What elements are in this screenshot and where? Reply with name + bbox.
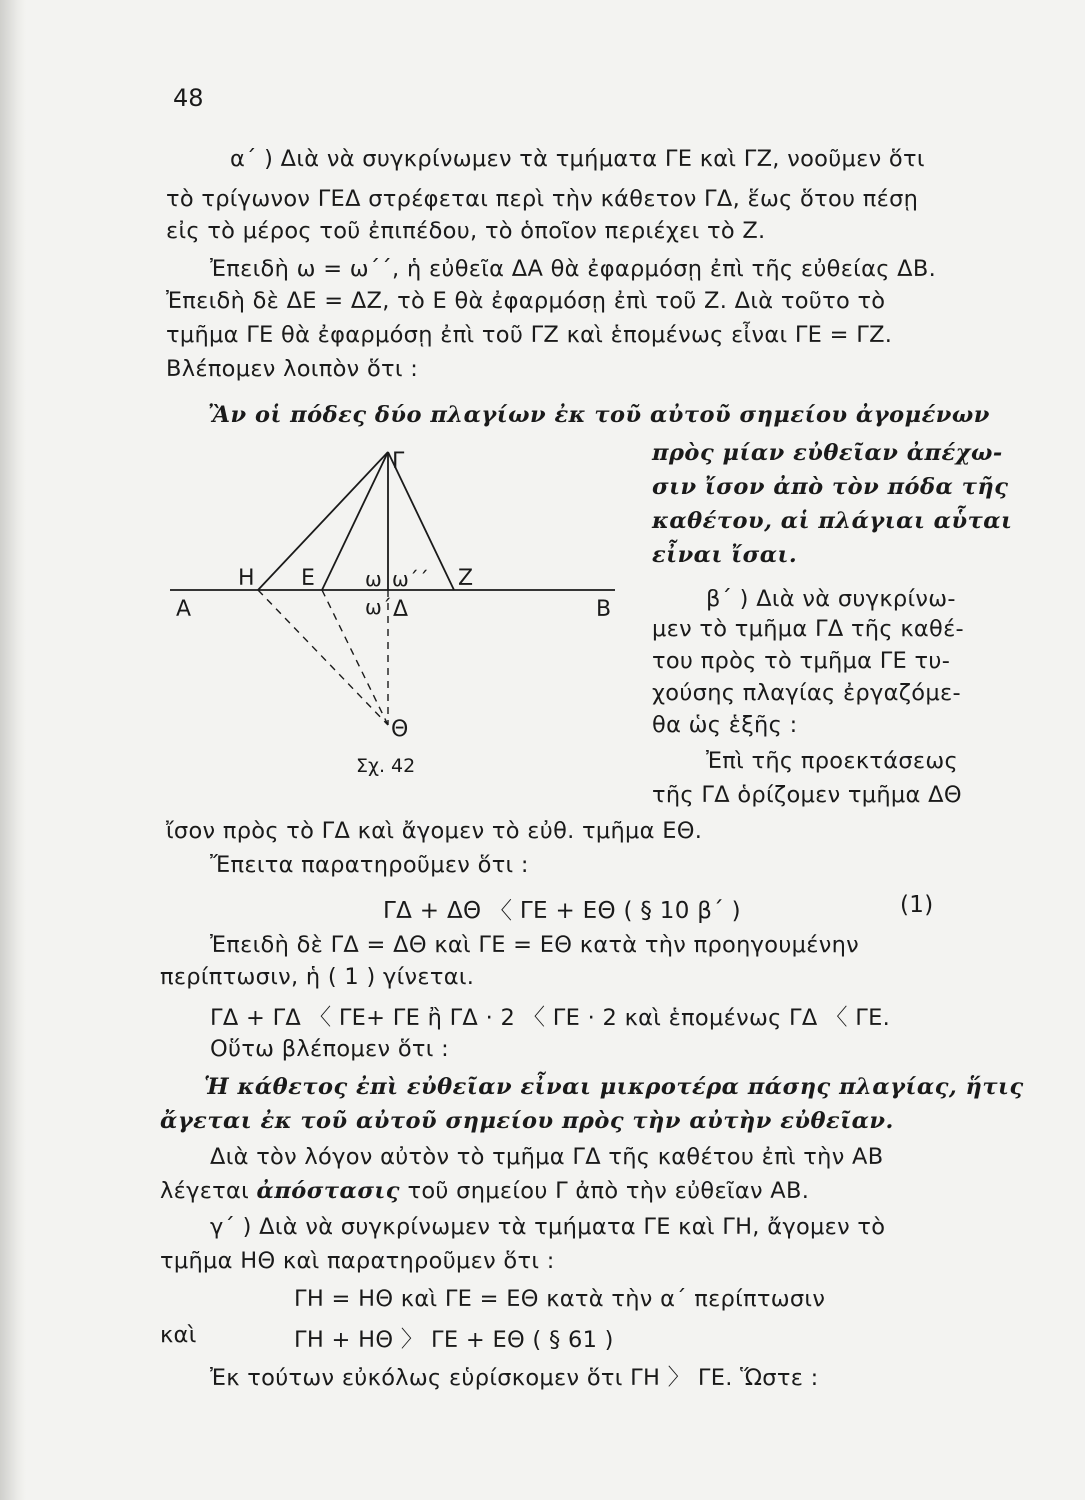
label-alpha: Α: [176, 597, 192, 622]
label-omega-double-prime: ω΄΄: [392, 567, 429, 591]
label-zeta: Ζ: [458, 566, 474, 591]
text-line: γ΄ ) Διὰ νὰ συγκρίνωμεν τὰ τμήματα ΓΕ καὶ ΓΗ, ἄγομεν τὸ: [210, 1214, 886, 1240]
theorem-line: σιν ἴσον ἀπὸ τὸν πόδα τῆς: [652, 474, 1009, 500]
label-delta: Δ: [393, 597, 409, 622]
geometry-figure: [160, 440, 630, 790]
text-line: καὶ: [160, 1322, 197, 1348]
label-epsilon: Ε: [301, 566, 315, 591]
inequality-1: ΓΔ + ΔΘ 〈 ΓΕ + ΕΘ ( § 10 β΄ ): [383, 898, 741, 924]
text-line: Ἔπειτα παρατηροῦμεν ὅτι :: [210, 852, 529, 878]
equation-line: ΓΗ = ΗΘ καὶ ΓΕ = ΕΘ κατὰ τὴν α΄ περίπτωσιν: [294, 1286, 826, 1312]
text-line: Ἐπειδὴ δὲ ΓΔ = ΔΘ καὶ ΓΕ = ΕΘ κατὰ τὴν προηγουμένην: [210, 932, 860, 958]
term-apostasis: ἀπόστασις: [256, 1178, 401, 1204]
text-line: τῆς ΓΔ ὁρίζομεν τμῆμα ΔΘ: [652, 782, 962, 808]
label-beta: Β: [596, 597, 612, 622]
text-line: ἴσον πρὸς τὸ ΓΔ καὶ ἄγομεν τὸ εὐθ. τμῆμα ΕΘ.: [166, 818, 703, 844]
text-line: Ἐπὶ τῆς προεκτάσεως: [706, 748, 959, 774]
theorem-line: ἄγεται ἐκ τοῦ αὐτοῦ σημείου πρὸς τὴν αὐτὴν εὐθεῖαν.: [160, 1108, 894, 1134]
text-line: τὸ τρίγωνον ΓΕΔ στρέφεται περὶ τὴν κάθετον ΓΔ, ἕως ὅτου πέσῃ: [166, 186, 919, 212]
label-theta: Θ: [391, 717, 409, 742]
page-edge: [0, 0, 26, 1500]
equation-number: (1): [900, 892, 934, 918]
label-omega: ω: [365, 567, 382, 591]
page-number: 48: [173, 84, 204, 112]
text-line: του πρὸς τὸ τμῆμα ΓΕ τυ-: [652, 648, 951, 674]
text-line: β΄ ) Διὰ νὰ συγκρίνω-: [706, 586, 956, 612]
label-gamma: Γ: [392, 449, 405, 474]
text-line: μεν τὸ τμῆμα ΓΔ τῆς καθέ-: [652, 616, 964, 642]
text-line: τμῆμα ΗΘ καὶ παρατηροῦμεν ὅτι :: [160, 1248, 555, 1274]
theorem-line: πρὸς μίαν εὐθεῖαν ἀπέχω-: [652, 440, 1003, 466]
inequality-2: ΓΔ + ΓΔ 〈 ΓΕ+ ΓΕ ἢ ΓΔ · 2 〈 ΓΕ · 2 καὶ ἑπομένως ΓΔ 〈 ΓΕ.: [210, 1005, 891, 1031]
text-line: [160, 1178, 809, 1204]
theorem-line: εἶναι ἴσαι.: [652, 542, 798, 568]
text-line: χούσης πλαγίας ἐργαζόμε-: [652, 680, 961, 706]
text-line: εἰς τὸ μέρος τοῦ ἐπιπέδου, τὸ ὁποῖον περιέχει τὸ Ζ.: [166, 218, 766, 244]
text-line: Ἐκ τούτων εὐκόλως εὑρίσκομεν ὅτι ΓΗ 〉 ΓΕ. Ὥστε :: [210, 1365, 819, 1391]
theorem-line: καθέτου, αἱ πλάγιαι αὗται: [652, 508, 1013, 534]
text-line: Ἐπειδὴ ω = ω΄΄, ἡ εὐθεῖα ΔΑ θὰ ἐφαρμόσῃ ἐπὶ τῆς εὐθείας ΔΒ.: [210, 256, 937, 282]
inequality-3: ΓΗ + ΗΘ 〉 ΓΕ + ΕΘ ( § 61 ): [294, 1327, 614, 1353]
text-line: Διὰ τὸν λόγον αὐτὸν τὸ τμῆμα ΓΔ τῆς καθέτου ἐπὶ τὴν ΑΒ: [210, 1144, 884, 1170]
theorem-line: Ἂν οἱ πόδες δύο πλαγίων ἐκ τοῦ αὐτοῦ σημείου ἀγομένων: [208, 402, 990, 428]
label-eta: Η: [238, 566, 255, 591]
text-line: α΄ ) Διὰ νὰ συγκρίνωμεν τὰ τμήματα ΓΕ καὶ ΓΖ, νοοῦμεν ὅτι: [230, 146, 925, 172]
text-line: περίπτωσιν, ἡ ( 1 ) γίνεται.: [160, 964, 475, 990]
text-line: θα ὡς ἑξῆς :: [652, 712, 798, 738]
theorem-line: Ἡ κάθετος ἐπὶ εὐθεῖαν εἶναι μικροτέρα πάσης πλαγίας, ἥτις: [204, 1074, 1024, 1100]
text-line: Βλέπομεν λοιπὸν ὅτι :: [166, 356, 419, 382]
text-line: Ἐπειδὴ δὲ ΔΕ = ΔΖ, τὸ Ε θὰ ἐφαρμόσῃ ἐπὶ τοῦ Ζ. Διὰ τοῦτο τὸ: [166, 288, 886, 314]
text-fragment: τοῦ σημείου Γ ἀπὸ τὴν εὐθεῖαν ΑΒ.: [400, 1178, 810, 1204]
text-fragment: λέγεται: [160, 1178, 257, 1204]
figure-caption: Σχ. 42: [356, 755, 416, 777]
label-omega-prime: ω΄: [365, 595, 392, 619]
text-line: Οὕτω βλέπομεν ὅτι :: [210, 1036, 449, 1062]
text-line: τμῆμα ΓΕ θὰ ἐφαρμόσῃ ἐπὶ τοῦ ΓΖ καὶ ἑπομένως εἶναι ΓΕ = ΓΖ.: [166, 322, 893, 348]
